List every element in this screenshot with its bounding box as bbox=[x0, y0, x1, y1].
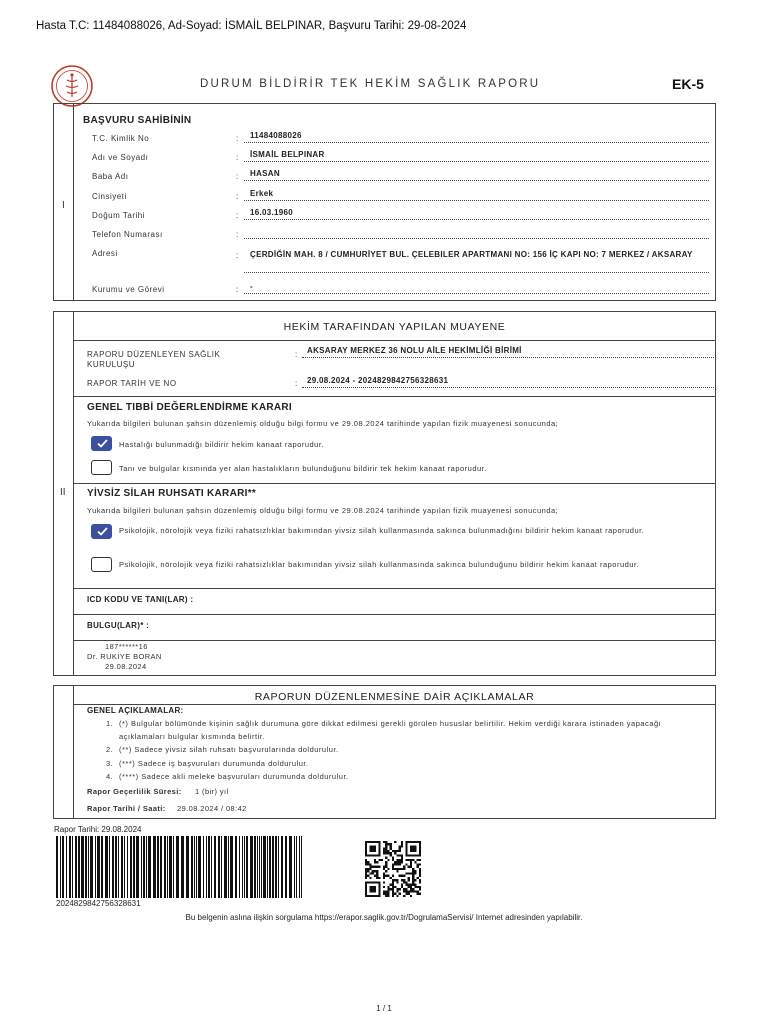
option-no-objection: Psikolojik, nörolojik veya fiziki rahatsızlıklar bakımından yivsiz silah kullanmasında sakınca bulunmadığını bildirir hekim kanaat raporudur. bbox=[119, 526, 645, 535]
qr-code-icon bbox=[363, 841, 423, 897]
dotted-line bbox=[244, 180, 709, 181]
dotted-line bbox=[244, 238, 709, 239]
option-objection: Psikolojik, nörolojik veya fiziki rahatsızlıklar bakımından yivsiz silah kullanmasında sakınca bulunduğunu bildirir hekim kanaat raporudur. bbox=[119, 560, 640, 569]
dotted-line bbox=[244, 293, 709, 294]
icd-label: ICD KODU VE TANI(LAR) : bbox=[87, 595, 194, 604]
findings-label: BULGU(LAR)* : bbox=[87, 621, 150, 630]
field-label-name: Adı ve Soyadı bbox=[92, 153, 149, 162]
colon: : bbox=[236, 211, 239, 220]
field-value-gender: Erkek bbox=[250, 189, 274, 198]
option-disease-present: Tanı ve bulgular kısmında yer alan hastalıkların bulunduğunu bildirir tek hekim kanaat raporudur. bbox=[119, 464, 487, 473]
weapon-license-text: Yukarıda bilgileri bulunan şahsın düzenlemiş olduğu bilgi formu ve 29.08.2024 tarihinde yapılan fizik muayenesi sonucunda; bbox=[87, 506, 559, 515]
colon: : bbox=[236, 134, 239, 143]
field-value-name: İSMAİL BELPINAR bbox=[250, 150, 325, 159]
note-text: (**) Sadece yivsiz silah ruhsatı başvurularında doldurulur. bbox=[119, 745, 339, 754]
colon: : bbox=[236, 230, 239, 239]
divider bbox=[74, 704, 715, 705]
note-number: 1. bbox=[106, 719, 114, 728]
examination-section-title: HEKİM TARAFINDAN YAPILAN MUAYENE bbox=[283, 321, 506, 333]
checkmark-icon bbox=[97, 527, 108, 536]
patient-header-line: Hasta T.C: 11484088026, Ad-Soyad: İSMAİL BELPINAR, Başvuru Tarihi: 29-08-2024 bbox=[36, 20, 467, 32]
explanations-section bbox=[53, 685, 716, 819]
weapon-license-title: YİVSİZ SİLAH RUHSATI KARARI** bbox=[87, 488, 257, 499]
applicant-section bbox=[53, 103, 716, 301]
doctor-name: Dr. RUKİYE BORAN bbox=[87, 652, 162, 661]
field-value-address: ÇERDİĞİN MAH. 8 / CUMHURİYET BUL. ÇELEBILER APARTMANI NO: 156 İÇ KAPI NO: 7 MERKEZ / AKSARAY bbox=[250, 250, 693, 259]
divider bbox=[74, 640, 715, 641]
field-label-institution: Kurumu ve Görevi bbox=[92, 285, 165, 294]
general-evaluation-title: GENEL TIBBİ DEĞERLENDİRME KARARI bbox=[87, 402, 292, 413]
institution-label: RAPORU DÜZENLEYEN SAĞLIK KURULUŞU bbox=[87, 350, 221, 369]
report-datetime-value: 29.08.2024 / 08:42 bbox=[177, 804, 247, 813]
field-value-birthdate: 16.03.1960 bbox=[250, 208, 294, 217]
field-value-institution: - bbox=[250, 282, 253, 291]
field-label-phone: Telefon Numarası bbox=[92, 230, 163, 239]
verification-text: Bu belgenin aslına ilişkin sorgulama https://erapor.saglik.gov.tr/DogrulamaServisi/ Internet adresinden yapılabilir. bbox=[185, 913, 583, 922]
dotted-line bbox=[302, 357, 714, 358]
note-text: (*) Bulgular bölümünde kişinin sağlık durumuna göre dikkat edilmesi gerekli görülen hususlar belirtilir. Hekim verdiği karara istinaden yapacağı açıklamaları bulgular kısmında belirtir. bbox=[119, 719, 662, 741]
document-title: DURUM BİLDİRİR TEK HEKİM SAĞLIK RAPORU bbox=[200, 78, 541, 90]
checkbox-disease-present[interactable] bbox=[91, 460, 112, 475]
colon: : bbox=[236, 192, 239, 201]
explanations-subtitle: GENEL AÇIKLAMALAR: bbox=[87, 706, 184, 715]
divider bbox=[74, 483, 715, 484]
field-label-tc: T.C. Kimlik No bbox=[92, 134, 150, 143]
colon: : bbox=[295, 379, 298, 388]
dotted-line bbox=[244, 161, 709, 162]
form-code: EK-5 bbox=[672, 76, 704, 92]
colon: : bbox=[236, 172, 239, 181]
colon: : bbox=[236, 153, 239, 162]
field-label-father: Baba Adı bbox=[92, 172, 129, 181]
divider bbox=[74, 396, 715, 397]
field-value-tc: 11484088026 bbox=[250, 131, 302, 140]
general-evaluation-text: Yukarıda bilgileri bulunan şahsın düzenlemiş olduğu bilgi formu ve 29.08.2024 tarihinde yapılan fizik muayenesi sonucunda; bbox=[87, 419, 559, 428]
colon: : bbox=[236, 251, 239, 260]
dotted-line bbox=[244, 200, 709, 201]
section-roman-numeral: I bbox=[62, 200, 65, 211]
divider bbox=[74, 588, 715, 589]
examination-section bbox=[53, 311, 716, 676]
section-roman-numeral: II bbox=[60, 487, 66, 498]
section-roman-column bbox=[54, 686, 74, 818]
dotted-line bbox=[302, 387, 714, 388]
field-label-gender: Cinsiyeti bbox=[92, 192, 127, 201]
institution-value: AKSARAY MERKEZ 36 NOLU AİLE HEKİMLİĞİ BİRİMİ bbox=[307, 346, 522, 355]
checkbox-no-disease[interactable] bbox=[91, 436, 112, 451]
field-value-father: HASAN bbox=[250, 169, 280, 178]
checkbox-no-objection[interactable] bbox=[91, 524, 112, 539]
field-label-birthdate: Doğum Tarihi bbox=[92, 211, 145, 220]
report-date-no-label: RAPOR TARİH VE NO bbox=[87, 379, 177, 388]
doctor-date: 29.08.2024 bbox=[105, 662, 147, 671]
validity-value: 1 (bir) yıl bbox=[195, 787, 229, 796]
doctor-id: 187******16 bbox=[105, 642, 148, 651]
colon: : bbox=[236, 285, 239, 294]
footer-report-date: Rapor Tarihi: 29.08.2024 bbox=[54, 825, 142, 834]
note-number: 4. bbox=[106, 772, 114, 781]
report-datetime-label: Rapor Tarihi / Saati: bbox=[87, 804, 166, 813]
divider bbox=[74, 614, 715, 615]
checkmark-icon bbox=[97, 439, 108, 448]
dotted-line bbox=[244, 142, 709, 143]
explanations-section-title: RAPORUN DÜZENLENMESİNE DAİR AÇIKLAMALAR bbox=[254, 691, 535, 703]
validity-label: Rapor Geçerlilik Süresi: bbox=[87, 787, 182, 796]
note-number: 2. bbox=[106, 745, 114, 754]
divider bbox=[74, 340, 715, 341]
applicant-section-title: BAŞVURU SAHİBİNİN bbox=[83, 115, 192, 126]
colon: : bbox=[295, 350, 298, 359]
barcode-icon bbox=[56, 836, 302, 898]
field-label-address: Adresi bbox=[92, 249, 118, 258]
dotted-line bbox=[244, 219, 709, 220]
checkbox-objection[interactable] bbox=[91, 557, 112, 572]
ministry-logo-icon bbox=[50, 64, 94, 108]
dotted-line bbox=[244, 272, 709, 273]
barcode-number: 2024829842756328631 bbox=[56, 899, 141, 908]
note-number: 3. bbox=[106, 759, 114, 768]
option-no-disease: Hastalığı bulunmadığı bildirir hekim kanaat raporudur. bbox=[119, 440, 325, 449]
note-text: (***) Sadece iş başvuruları durumunda doldurulur. bbox=[119, 759, 309, 768]
page-number: 1 / 1 bbox=[376, 1004, 392, 1013]
note-text: (****) Sadece akli meleke başvuruları durumunda doldurulur. bbox=[119, 772, 349, 781]
report-date-no-value: 29.08.2024 - 2024829842756328631 bbox=[307, 376, 449, 385]
